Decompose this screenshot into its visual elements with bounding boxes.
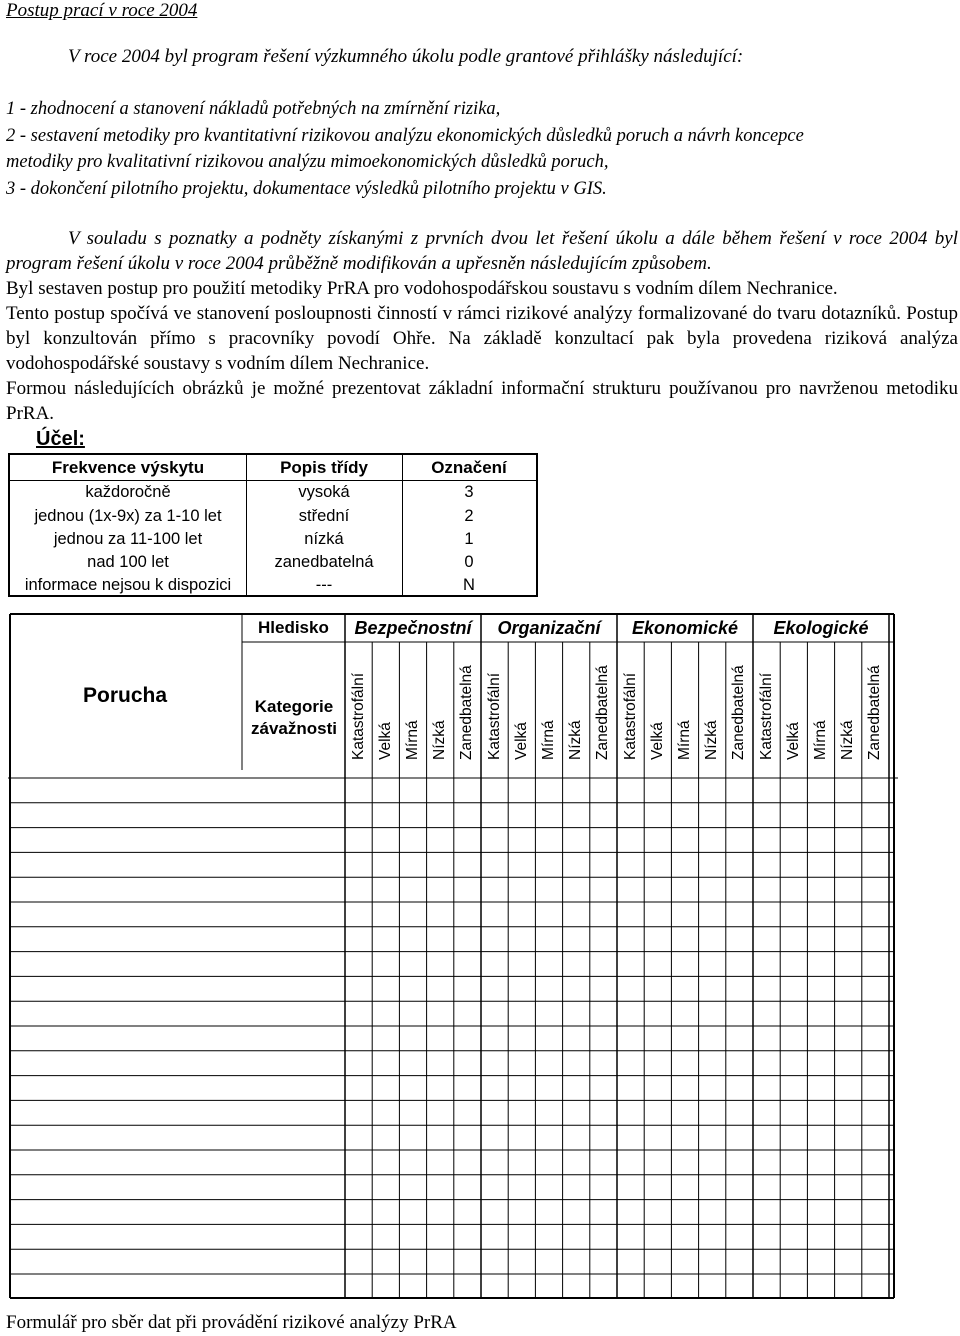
data-collection-form bbox=[8, 612, 896, 1300]
paragraph-consultation: Tento postup spočívá ve stanovení posloupnosti činností v rámci rizikové analýzy formalizované do tvaru dotazníků. Postup byl konzultován přímo s pracovníky povodí Ohře. Na základě konzultací pak byla provedena riziková analýza vodohospodářské soustavy s vodním dílem Nechranice. bbox=[6, 303, 958, 374]
ucel-label: Účel: bbox=[36, 428, 85, 450]
freq-cell: --- bbox=[315, 576, 333, 594]
freq-header-cell: Označení bbox=[431, 458, 507, 477]
category-label: Zanedbatelná bbox=[594, 665, 612, 760]
porucha-label: Porucha bbox=[83, 684, 168, 707]
category-label: Katastrofální bbox=[349, 672, 367, 760]
freq-cell: jednou (1x-9x) za 1-10 let bbox=[34, 507, 222, 525]
freq-cell: 1 bbox=[464, 530, 474, 548]
category-label: Katastrofální bbox=[757, 672, 775, 760]
group-header: Ekonomické bbox=[631, 618, 739, 638]
table-divider bbox=[402, 455, 403, 596]
group-header: Bezpečnostní bbox=[354, 618, 472, 638]
freq-header-cell: Frekvence výskytu bbox=[51, 458, 205, 477]
category-label: Zanedbatelná bbox=[866, 665, 884, 760]
category-label: Nízká bbox=[703, 720, 721, 760]
group-header: Ekologické bbox=[773, 618, 869, 638]
list-item: 1 - zhodnocení a stanovení nákladů potřebných na zmírnění rizika, bbox=[6, 99, 501, 119]
paragraph-figures: Formou následujících obrázků je možné prezentovat základní informační strukturu používanou pro navrženou metodiku PrRA. bbox=[6, 378, 958, 424]
category-label: Mírná bbox=[539, 720, 557, 760]
table-divider bbox=[10, 480, 536, 481]
category-label: Zanedbatelná bbox=[730, 665, 748, 760]
freq-cell: každoročně bbox=[85, 483, 171, 501]
freq-cell: informace nejsou k dispozici bbox=[24, 576, 232, 594]
paragraph-procedure: Byl sestaven postup pro použití metodiky PrRA pro vodohospodářskou soustavu s vodním dílem Nechranice. bbox=[6, 278, 838, 299]
intro-paragraph: V roce 2004 byl program řešení výzkumného úkolu podle grantové přihlášky následující: bbox=[68, 46, 744, 67]
category-label: Velká bbox=[512, 722, 530, 760]
category-label: Velká bbox=[376, 722, 394, 760]
kategorie-label-line-1: Kategorie bbox=[254, 697, 334, 716]
category-label: Mírná bbox=[403, 720, 421, 760]
work-plan-list bbox=[6, 96, 956, 202]
hledisko-label: Hledisko bbox=[258, 618, 329, 637]
list-item: metodiky pro kvalitativní rizikovou analýzu mimoekonomických důsledků poruch, bbox=[6, 152, 609, 172]
list-item: 2 - sestavení metodiky pro kvantitativní rizikovou analýzu ekonomických důsledků poruch a návrh koncepce bbox=[6, 125, 804, 146]
freq-cell: zanedbatelná bbox=[274, 553, 374, 571]
body-text bbox=[6, 226, 958, 426]
freq-cell: nad 100 let bbox=[87, 553, 169, 571]
page-heading: Postup prací v roce 2004 bbox=[6, 0, 198, 21]
list-item: 3 - dokončení pilotního projektu, dokumentace výsledků pilotního projektu v GIS. bbox=[6, 178, 607, 199]
category-label: Nízká bbox=[839, 720, 857, 760]
category-label: Katastrofální bbox=[621, 672, 639, 760]
freq-cell: 0 bbox=[464, 553, 474, 571]
kategorie-label-line-2: závažnosti bbox=[251, 719, 337, 738]
category-label: Zanedbatelná bbox=[458, 665, 476, 760]
freq-cell: nízká bbox=[304, 530, 344, 548]
freq-cell: 2 bbox=[464, 507, 474, 525]
freq-cell: jednou za 11-100 let bbox=[53, 530, 203, 548]
frequency-table bbox=[8, 453, 538, 597]
freq-cell: vysoká bbox=[298, 483, 350, 501]
freq-header-cell: Popis třídy bbox=[280, 458, 368, 477]
category-label: Mírná bbox=[811, 720, 829, 760]
paragraph-modification: V souladu s poznatky a podněty získanými z prvních dvou let řešení úkolu a dále během řešení v roce 2004 byl program řešení úkolu v roce 2004 průběžně modifikován a upřesněn následujícím způsobem. bbox=[6, 228, 958, 274]
form-caption: Formulář pro sběr dat při provádění rizikové analýzy PrRA bbox=[6, 1312, 457, 1333]
category-label: Katastrofální bbox=[485, 672, 503, 760]
kategorie-label bbox=[244, 696, 344, 740]
freq-cell: N bbox=[463, 576, 475, 594]
category-label: Mírná bbox=[675, 720, 693, 760]
group-header: Organizační bbox=[497, 618, 601, 638]
table-divider bbox=[246, 455, 247, 596]
freq-cell: 3 bbox=[464, 483, 474, 501]
freq-cell: střední bbox=[298, 507, 350, 525]
category-label: Velká bbox=[648, 722, 666, 760]
category-label: Nízká bbox=[567, 720, 585, 760]
category-label: Velká bbox=[784, 722, 802, 760]
category-label: Nízká bbox=[431, 720, 449, 760]
